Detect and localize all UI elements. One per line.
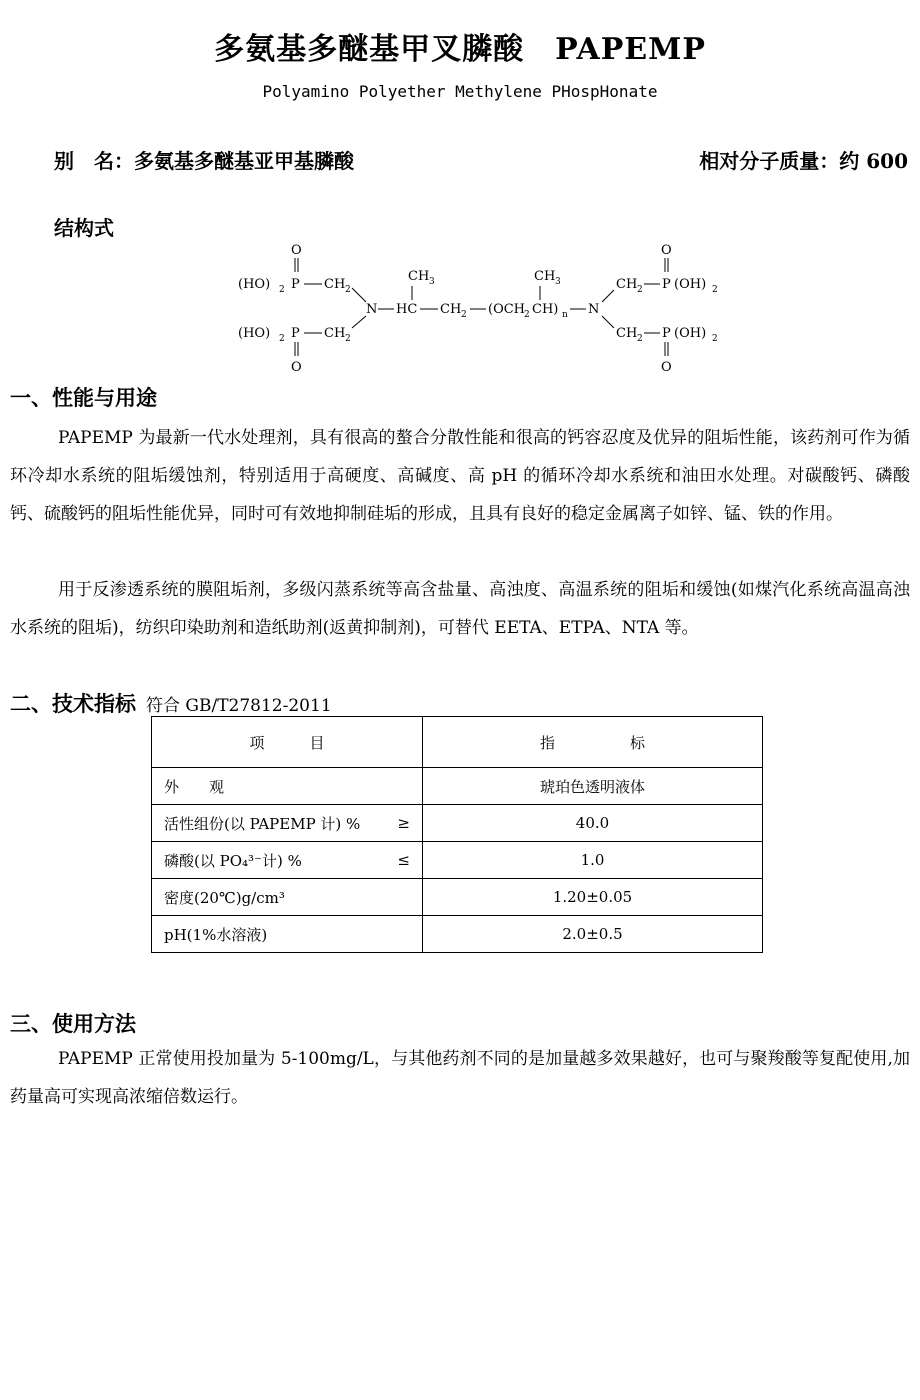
item-label: 活性组份(以 PAPEMP 计) %	[164, 814, 361, 833]
formula-sub2: 2	[345, 334, 351, 344]
item-label: 磷酸(以 PO₄³⁻计) %	[164, 851, 302, 870]
table-row	[152, 768, 763, 805]
specs-standard: 符合 GB/T27812-2011	[146, 696, 332, 716]
item-label: pH(1%水溶液)	[164, 925, 268, 944]
formula-p: P	[291, 277, 300, 292]
formula-sub2: 2	[637, 334, 643, 344]
formula-p: P	[291, 326, 300, 341]
formula-sub2: 2	[279, 334, 285, 344]
formula-ho2: (HO)	[238, 277, 271, 292]
formula-sub2: 2	[524, 310, 530, 320]
formula-o: O	[661, 243, 672, 258]
structural-formula	[230, 238, 730, 376]
usage-paragraph: PAPEMP 正常使用投加量为 5-100mg/L，与其他药剂不同的是加量越多效果越好，也可与聚羧酸等复配使用,加药量高可实现高浓缩倍数运行。	[10, 1049, 910, 1107]
item-operator: ≥	[397, 814, 410, 832]
formula-oh2: (OH)	[674, 277, 707, 292]
table-row	[152, 842, 763, 879]
alias-name: 别 名：多氨基多醚基亚甲基膦酸	[54, 149, 354, 173]
formula-ch2: CH	[324, 277, 346, 292]
formula-sub2: 2	[637, 285, 643, 295]
formula-sub2: 2	[279, 285, 285, 295]
formula-ch2: CH	[440, 302, 462, 317]
formula-sub2: 2	[461, 310, 467, 320]
specs-heading-text: 二、技术指标	[10, 691, 136, 716]
formula-o: O	[661, 360, 672, 375]
section-heading-specs	[10, 688, 332, 718]
formula-p: P	[662, 326, 671, 341]
formula-hc: HC	[396, 302, 418, 317]
table-cell-value: 琥珀色透明液体	[423, 768, 763, 805]
item-label: 外 观	[164, 777, 225, 796]
table-header-index: 指 标	[423, 717, 763, 768]
formula-o: O	[291, 360, 302, 375]
formula-n: N	[366, 302, 378, 317]
formula-sub2: 2	[712, 334, 718, 344]
formula-subn: n	[562, 310, 568, 320]
table-header-item: 项 目	[152, 717, 423, 768]
formula-ch2: CH	[324, 326, 346, 341]
page-title: 多氨基多醚基甲叉膦酸 PAPEMP	[214, 32, 706, 67]
table-cell-value: 1.0	[423, 842, 763, 879]
item-operator: ≤	[397, 851, 410, 869]
table-cell-item	[152, 842, 423, 879]
table-cell-item	[152, 805, 423, 842]
table-row	[152, 916, 763, 953]
formula-sub3: 3	[429, 277, 435, 287]
table-cell-value: 1.20±0.05	[423, 879, 763, 916]
performance-paragraph-1: PAPEMP 为最新一代水处理剂，具有很高的螯合分散性能和很高的钙容忍度及优异的阻垢性能，该药剂可作为循环冷却水系统的阻垢缓蚀剂，特别适用于高硬度、高碱度、高 pH 的循环冷却水系统和油田水处理。对碳酸钙、磷酸钙、硫酸钙的阻垢性能优异，同时可有效地抑制硅垢的形成，且具有良好的稳定金属离子如锌、锰、铁的作用。	[10, 428, 910, 524]
section-heading-performance: 一、性能与用途	[10, 385, 157, 410]
table-cell-item	[152, 916, 423, 953]
table-header-row	[152, 717, 763, 768]
item-label: 密度(20℃)g/cm³	[164, 888, 285, 907]
performance-paragraph-2: 用于反渗透系统的膜阻垢剂，多级闪蒸系统等高含盐量、高浊度、高温系统的阻垢和缓蚀(如煤汽化系统高温高浊水系统的阻垢)，纺织印染助剂和造纸助剂(返黄抑制剂)，可替代 EETA、ETPA、NTA 等。	[10, 580, 910, 638]
formula-n: N	[588, 302, 600, 317]
table-row	[152, 879, 763, 916]
table-row	[152, 805, 763, 842]
table-cell-value: 2.0±0.5	[423, 916, 763, 953]
structure-label: 结构式	[54, 216, 114, 240]
table-cell-item	[152, 879, 423, 916]
formula-o: O	[291, 243, 302, 258]
formula-ho2: (HO)	[238, 326, 271, 341]
spec-table	[151, 716, 763, 953]
formula-ch2: CH	[616, 326, 638, 341]
formula-p: P	[662, 277, 671, 292]
formula-sub3: 3	[555, 277, 561, 287]
formula-och2ch: (OCH	[488, 302, 526, 317]
molecular-weight: 相对分子质量：约 600	[699, 149, 908, 173]
section-heading-usage: 三、使用方法	[10, 1011, 136, 1036]
table-cell-item	[152, 768, 423, 805]
english-subtitle: Polyamino Polyether Methylene PHospHonate	[262, 82, 658, 101]
formula-ch3: CH	[408, 269, 430, 284]
formula-sub2: 2	[345, 285, 351, 295]
table-cell-value: 40.0	[423, 805, 763, 842]
formula-ch-close: CH)	[532, 302, 559, 317]
formula-ch2: CH	[616, 277, 638, 292]
formula-ch3: CH	[534, 269, 556, 284]
formula-oh2: (OH)	[674, 326, 707, 341]
formula-sub2: 2	[712, 285, 718, 295]
